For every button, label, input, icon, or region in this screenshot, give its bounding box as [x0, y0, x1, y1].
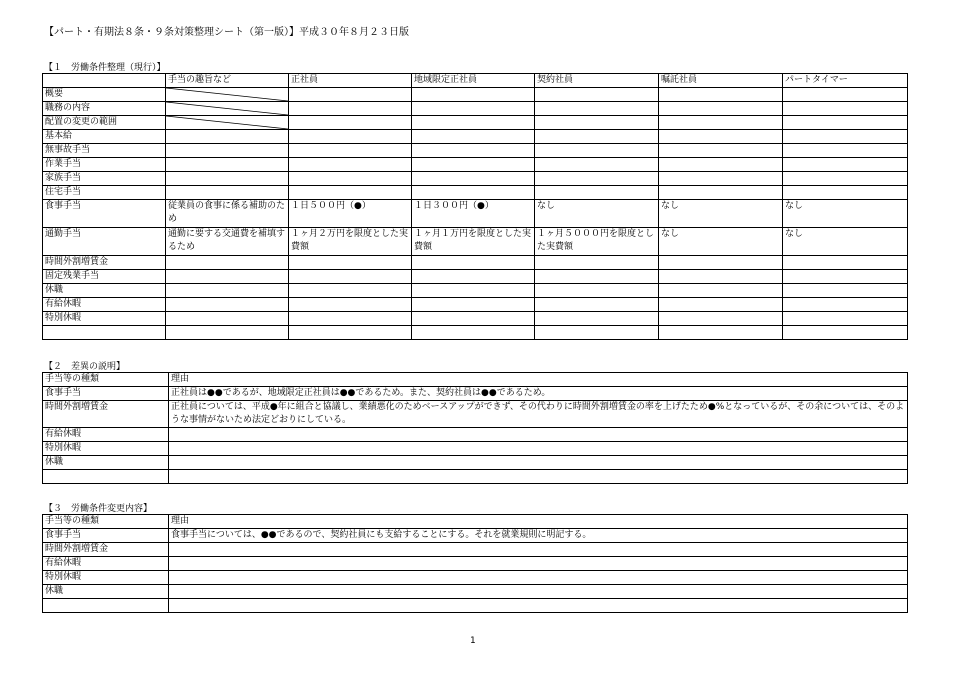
table-cell — [289, 284, 412, 298]
table-cell — [166, 270, 289, 284]
table-cell: 通勤に要する交通費を補填するため — [166, 228, 289, 256]
document-title: 【パート・有期法８条・９条対策整理シート（第一版）】平成３０年８月２３日版 — [44, 27, 409, 38]
working-conditions-table — [42, 73, 908, 340]
header-cell: 地域限定正社員 — [412, 74, 535, 88]
table-cell — [783, 172, 908, 186]
row-label: 概要 — [43, 88, 166, 102]
table-cell — [412, 130, 535, 144]
table-cell: １ヶ月５０００円を限度とした実費額 — [535, 228, 659, 256]
table-row — [43, 571, 908, 585]
section1-title: 【１ 労働条件整理（現行）】 — [44, 63, 166, 73]
table-cell — [783, 158, 908, 172]
table-row — [43, 256, 908, 270]
table-cell — [166, 312, 289, 326]
row-label: 通勤手当 — [43, 228, 166, 256]
table-row — [43, 442, 908, 456]
table-row — [43, 186, 908, 200]
table-row — [43, 428, 908, 442]
table-cell: なし — [659, 200, 783, 228]
diagonal-empty-cell — [166, 116, 289, 130]
table-cell: １ヶ月２万円を限度とした実費額 — [289, 228, 412, 256]
table-row — [43, 144, 908, 158]
table-cell — [659, 144, 783, 158]
table-header-row — [43, 515, 908, 529]
row-label: 休職 — [43, 585, 169, 599]
table-cell — [659, 172, 783, 186]
table-cell — [289, 270, 412, 284]
table-cell — [289, 130, 412, 144]
table-row — [43, 228, 908, 256]
table-cell — [412, 116, 535, 130]
table-cell — [289, 298, 412, 312]
row-label: 家族手当 — [43, 172, 166, 186]
table-cell — [659, 284, 783, 298]
table-cell — [166, 326, 289, 340]
table-cell — [659, 312, 783, 326]
table-cell — [412, 144, 535, 158]
table-row — [43, 312, 908, 326]
header-cell: 理由 — [169, 373, 908, 387]
table-row — [43, 102, 908, 116]
table-cell — [659, 116, 783, 130]
table-cell — [412, 256, 535, 270]
row-label: 休職 — [43, 456, 169, 470]
table-row — [43, 298, 908, 312]
table-cell — [166, 144, 289, 158]
table-header-row — [43, 74, 908, 88]
table-row — [43, 130, 908, 144]
table-cell — [289, 172, 412, 186]
reason-cell — [169, 543, 908, 557]
table-row — [43, 116, 908, 130]
table-cell — [659, 88, 783, 102]
table-cell — [535, 256, 659, 270]
table-cell — [289, 144, 412, 158]
row-label: 職務の内容 — [43, 102, 166, 116]
table-row — [43, 470, 908, 484]
table-row — [43, 401, 908, 428]
table-row — [43, 200, 908, 228]
reason-cell — [169, 442, 908, 456]
header-cell: パートタイマー — [783, 74, 908, 88]
table-cell — [535, 326, 659, 340]
table-cell — [289, 312, 412, 326]
table-cell — [535, 312, 659, 326]
table-cell — [412, 158, 535, 172]
reason-cell: 正社員は●●であるが、地域限定正社員は●●であるため。また、契約社員は●●であるため。 — [169, 387, 908, 401]
table-cell — [166, 172, 289, 186]
table-cell — [783, 116, 908, 130]
table-cell — [783, 144, 908, 158]
row-label — [43, 326, 166, 340]
table-cell — [783, 284, 908, 298]
row-label: 有給休暇 — [43, 557, 169, 571]
reason-cell — [169, 428, 908, 442]
reason-cell: 正社員については、平成●年に組合と協議し、業績悪化のためベースアップができず、その代わりに時間外割増賃金の率を上げたため●%となっているが、その余については、そのような事情がないため法定どおりにしている。 — [169, 401, 908, 428]
table-cell — [659, 256, 783, 270]
table-cell — [412, 102, 535, 116]
table-cell: なし — [783, 228, 908, 256]
page-number: 1 — [470, 636, 476, 646]
table-cell — [783, 256, 908, 270]
diagonal-empty-cell — [166, 88, 289, 102]
row-label: 基本給 — [43, 130, 166, 144]
table-row — [43, 270, 908, 284]
row-label: 時間外割増賃金 — [43, 543, 169, 557]
table-header-row — [43, 373, 908, 387]
row-label: 食事手当 — [43, 387, 169, 401]
row-label: 食事手当 — [43, 529, 169, 543]
table-cell — [535, 88, 659, 102]
table-cell — [783, 102, 908, 116]
table-cell — [783, 326, 908, 340]
row-label: 住宅手当 — [43, 186, 166, 200]
table-row — [43, 158, 908, 172]
table-cell — [412, 298, 535, 312]
table-cell: １ヶ月１万円を限度とした実費額 — [412, 228, 535, 256]
table-cell — [783, 270, 908, 284]
header-cell: 契約社員 — [535, 74, 659, 88]
table-cell — [535, 144, 659, 158]
table-cell — [783, 312, 908, 326]
reason-cell — [169, 456, 908, 470]
header-cell: 嘱託社員 — [659, 74, 783, 88]
row-label — [43, 470, 169, 484]
reason-cell — [169, 557, 908, 571]
table-cell — [412, 326, 535, 340]
header-cell: 手当等の種類 — [43, 373, 169, 387]
row-label: 食事手当 — [43, 200, 166, 228]
header-cell: 手当の趣旨など — [166, 74, 289, 88]
header-cell — [43, 74, 166, 88]
reason-cell: 食事手当については、●●であるので、契約社員にも支給することにする。それを就業規則に明記する。 — [169, 529, 908, 543]
table-row — [43, 387, 908, 401]
row-label: 時間外割増賃金 — [43, 256, 166, 270]
table-cell — [783, 298, 908, 312]
table-row — [43, 456, 908, 470]
table-cell — [659, 102, 783, 116]
table-row — [43, 326, 908, 340]
table-cell — [166, 284, 289, 298]
table-cell — [412, 270, 535, 284]
table-cell: なし — [783, 200, 908, 228]
table-cell — [659, 298, 783, 312]
table-cell — [659, 270, 783, 284]
row-label: 特別休暇 — [43, 312, 166, 326]
header-cell: 理由 — [169, 515, 908, 529]
table-cell — [289, 88, 412, 102]
section2-title: 【２ 差異の説明】 — [44, 362, 126, 372]
table-cell — [535, 298, 659, 312]
table-cell — [535, 130, 659, 144]
table-cell — [289, 256, 412, 270]
table-cell — [535, 116, 659, 130]
row-label: 特別休暇 — [43, 571, 169, 585]
row-label: 作業手当 — [43, 158, 166, 172]
reason-cell — [169, 571, 908, 585]
header-cell: 正社員 — [289, 74, 412, 88]
table-cell — [289, 158, 412, 172]
table-cell — [659, 326, 783, 340]
table-cell — [412, 186, 535, 200]
table-cell — [535, 158, 659, 172]
table-cell — [783, 88, 908, 102]
row-label: 特別休暇 — [43, 442, 169, 456]
table-cell — [166, 186, 289, 200]
row-label: 有給休暇 — [43, 298, 166, 312]
table-cell — [535, 270, 659, 284]
table-cell — [166, 256, 289, 270]
reason-cell — [169, 470, 908, 484]
table-cell — [289, 102, 412, 116]
row-label: 配置の変更の範囲 — [43, 116, 166, 130]
table-cell — [535, 102, 659, 116]
table-cell — [535, 284, 659, 298]
section3-title: 【３ 労働条件変更内容】 — [44, 504, 153, 514]
table-cell — [783, 186, 908, 200]
difference-explanation-table — [42, 372, 908, 484]
row-label: 無事故手当 — [43, 144, 166, 158]
table-row — [43, 543, 908, 557]
diagonal-empty-cell — [166, 102, 289, 116]
table-cell — [289, 116, 412, 130]
table-cell — [289, 326, 412, 340]
table-cell: なし — [659, 228, 783, 256]
table-cell — [412, 312, 535, 326]
table-cell — [783, 130, 908, 144]
table-cell — [166, 158, 289, 172]
row-label: 時間外割増賃金 — [43, 401, 169, 428]
row-label: 固定残業手当 — [43, 270, 166, 284]
table-cell: 従業員の食事に係る補助のため — [166, 200, 289, 228]
table-cell — [412, 88, 535, 102]
table-cell — [166, 298, 289, 312]
table-cell — [289, 186, 412, 200]
table-row — [43, 172, 908, 186]
reason-cell — [169, 599, 908, 613]
reason-cell — [169, 585, 908, 599]
table-cell — [659, 158, 783, 172]
table-row — [43, 599, 908, 613]
table-cell: １日５００円（●） — [289, 200, 412, 228]
table-cell — [535, 172, 659, 186]
table-row — [43, 88, 908, 102]
table-cell — [166, 130, 289, 144]
header-cell: 手当等の種類 — [43, 515, 169, 529]
table-row — [43, 557, 908, 571]
table-row — [43, 585, 908, 599]
table-cell — [535, 186, 659, 200]
table-cell — [659, 186, 783, 200]
table-cell: なし — [535, 200, 659, 228]
table-row — [43, 529, 908, 543]
table-cell: １日３００円（●） — [412, 200, 535, 228]
row-label: 休職 — [43, 284, 166, 298]
row-label: 有給休暇 — [43, 428, 169, 442]
table-cell — [412, 172, 535, 186]
row-label — [43, 599, 169, 613]
condition-change-table — [42, 514, 908, 613]
table-cell — [659, 130, 783, 144]
table-cell — [412, 284, 535, 298]
table-row — [43, 284, 908, 298]
